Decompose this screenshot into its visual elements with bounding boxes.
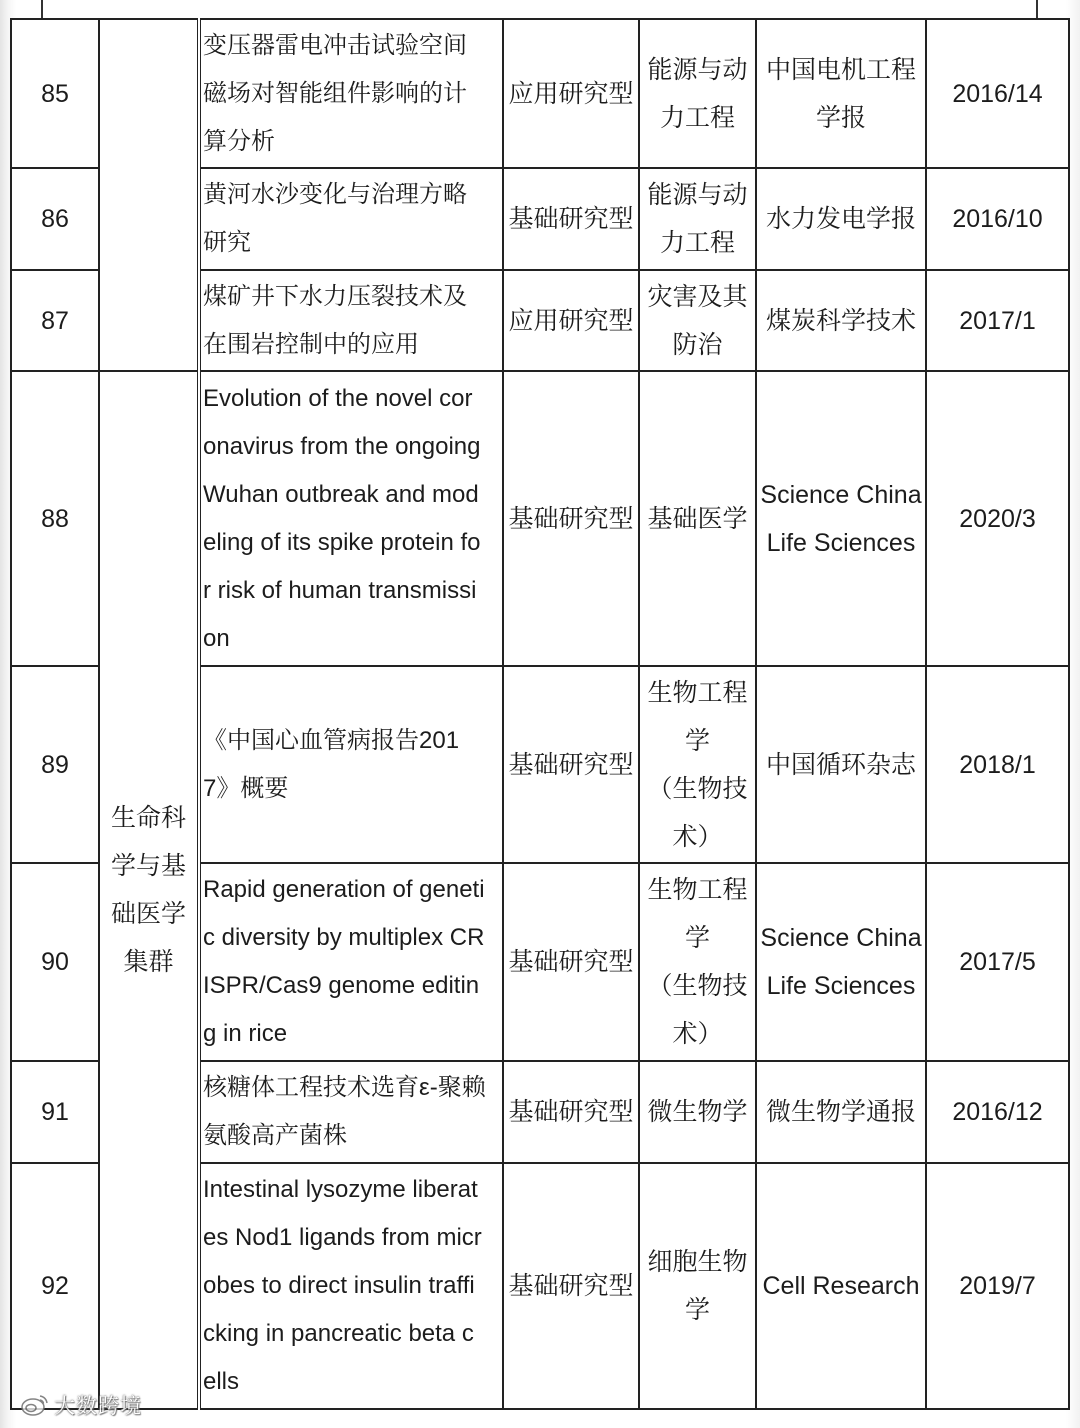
journal-line: 中国循环杂志 (765, 750, 916, 779)
paper-title-line: Intestinal lysozyme liberat (203, 1176, 478, 1203)
paper-title-cell (199, 1061, 503, 1163)
publish-date-cell (926, 19, 1069, 168)
paper-title-line: obes to direct insulin traffi (203, 1272, 475, 1299)
paper-title-cell (199, 168, 503, 270)
journal-cell (756, 666, 926, 863)
paper-title-line: 算分析 (203, 127, 275, 155)
paper-title-line: 7》概要 (203, 774, 289, 802)
watermark-text: 大数跨境 (54, 1395, 142, 1418)
paper-title-cell (199, 19, 503, 168)
paper-title-cell (199, 863, 503, 1061)
row-number: 91 (41, 1098, 69, 1126)
paper-title-cell (199, 666, 503, 863)
paper-title-line: 氨酸高产菌株 (203, 1122, 347, 1149)
cluster-label-line: 学与基 (110, 852, 186, 880)
paper-title-line: 煤矿井下水力压裂技术及 (203, 282, 467, 310)
paper-title-line: Wuhan outbreak and mod (203, 480, 479, 508)
discipline-line: 力工程 (659, 103, 735, 132)
publish-date: 2017/1 (959, 306, 1036, 335)
cluster-label-line: 集群 (123, 948, 174, 976)
discipline-line: （生物技 (647, 972, 748, 1000)
research-type-cell (503, 1163, 639, 1409)
watermark-logo-icon (20, 1393, 50, 1422)
discipline-line: 灾害及其 (647, 282, 748, 311)
publish-date-cell (926, 168, 1069, 270)
discipline-line: 学 (684, 726, 710, 755)
journal-line: 煤炭科学技术 (765, 306, 916, 335)
paper-title-line: eling of its spike protein fo (203, 528, 481, 556)
paper-title-line: g in rice (203, 1020, 288, 1047)
discipline-line: （生物技 (647, 774, 748, 803)
journal-cell (756, 1163, 926, 1409)
research-type: 应用研究型 (508, 306, 634, 335)
row-number: 89 (41, 750, 69, 779)
publish-date: 2018/1 (959, 750, 1036, 779)
paper-title-line: onavirus from the ongoing (203, 432, 481, 460)
research-type: 基础研究型 (508, 1098, 634, 1126)
publish-date: 2016/10 (952, 205, 1043, 233)
research-type-cell (503, 863, 639, 1061)
row-number-cell (11, 863, 99, 1061)
row-number-cell (11, 1061, 99, 1163)
paper-title-line: r risk of human transmissi (203, 576, 477, 604)
research-type-cell (503, 666, 639, 863)
journal-line: 水力发电学报 (765, 205, 916, 233)
research-type-cell (503, 168, 639, 270)
paper-title-line: 《中国心血管病报告201 (203, 726, 460, 754)
cluster-label-line: 生命科 (110, 804, 186, 832)
publish-date-cell (926, 1163, 1069, 1409)
table-row (11, 19, 1069, 168)
publish-date-cell (926, 863, 1069, 1061)
table-row (11, 371, 1069, 666)
research-type: 基础研究型 (508, 205, 634, 233)
publish-date: 2016/14 (952, 79, 1043, 108)
publish-date: 2020/3 (959, 504, 1036, 533)
discipline-cell (639, 371, 756, 666)
journal-cell (756, 1061, 926, 1163)
publish-date-cell (926, 666, 1069, 863)
previous-page-frame-line-right (1036, 0, 1038, 18)
publish-date: 2017/5 (959, 948, 1036, 976)
watermark (20, 1394, 142, 1420)
paper-title-line: cking in pancreatic beta c (203, 1320, 474, 1347)
discipline-line: 力工程 (659, 229, 735, 257)
paper-title-line: Rapid generation of geneti (203, 876, 485, 903)
paper-title-cell (199, 371, 503, 666)
discipline-cell (639, 863, 756, 1061)
row-number: 86 (41, 205, 69, 233)
paper-title-line: ISPR/Cas9 genome editin (203, 972, 480, 999)
discipline-line: 能源与动 (647, 181, 748, 209)
paper-title-line: 在围岩控制中的应用 (203, 330, 419, 358)
journal-cell (756, 371, 926, 666)
journal-line: Life Sciences (766, 972, 916, 1000)
discipline-line: 学 (684, 924, 710, 952)
paper-title-line: 研究 (203, 229, 251, 256)
cluster-cell (99, 19, 199, 371)
paper-list-table (10, 18, 1070, 1410)
cluster-label-line: 础医学 (110, 900, 186, 928)
row-number: 88 (41, 504, 69, 533)
row-number: 87 (41, 306, 69, 335)
paper-title-line: on (203, 624, 230, 652)
publish-date: 2019/7 (959, 1272, 1036, 1300)
paper-title-line: es Nod1 ligands from micr (203, 1224, 482, 1251)
discipline-line: 细胞生物 (647, 1248, 748, 1276)
discipline-line: 生物工程 (647, 876, 748, 904)
row-number-cell (11, 168, 99, 270)
journal-line: 学报 (815, 103, 866, 132)
discipline-cell (639, 1163, 756, 1409)
row-number-cell (11, 666, 99, 863)
paper-title-line: 核糖体工程技术选育ε-聚赖 (203, 1074, 486, 1101)
row-number: 92 (41, 1272, 69, 1300)
row-number: 85 (41, 79, 69, 108)
discipline-line: 基础医学 (647, 504, 748, 533)
research-type-cell (503, 1061, 639, 1163)
research-type-cell (503, 371, 639, 666)
discipline-cell (639, 168, 756, 270)
journal-line: Cell Research (762, 1272, 920, 1300)
cluster-cell (99, 371, 199, 1409)
row-number-cell (11, 19, 99, 168)
journal-line: Science China (760, 924, 922, 952)
publish-date-cell (926, 1061, 1069, 1163)
journal-line: 中国电机工程 (765, 55, 916, 84)
discipline-line: 防治 (672, 330, 723, 359)
publish-date-cell (926, 371, 1069, 666)
discipline-cell (639, 19, 756, 168)
paper-title-line: Evolution of the novel cor (203, 384, 473, 412)
journal-cell (756, 270, 926, 371)
paper-title-line: 黄河水沙变化与治理方略 (203, 181, 467, 208)
discipline-cell (639, 270, 756, 371)
publish-date: 2016/12 (952, 1098, 1043, 1126)
row-number-cell (11, 270, 99, 371)
discipline-line: 生物工程 (647, 678, 748, 707)
previous-page-frame-line-left (41, 0, 43, 18)
discipline-cell (639, 1061, 756, 1163)
research-type: 基础研究型 (508, 948, 634, 976)
research-type: 应用研究型 (508, 79, 634, 108)
journal-line: Science China (760, 480, 922, 509)
row-number-cell (11, 1163, 99, 1409)
paper-title-line: c diversity by multiplex CR (203, 924, 485, 951)
research-type-cell (503, 270, 639, 371)
journal-line: Life Sciences (766, 528, 916, 557)
paper-title-line: 磁场对智能组件影响的计 (203, 79, 467, 107)
research-type-cell (503, 19, 639, 168)
paper-title-cell (199, 1163, 503, 1409)
row-number-cell (11, 371, 99, 666)
paper-list-body (11, 19, 1069, 1409)
research-type: 基础研究型 (508, 1272, 634, 1300)
discipline-line: 术） (672, 1020, 723, 1048)
journal-line: 微生物学通报 (765, 1098, 916, 1126)
paper-title-line: 变压器雷电冲击试验空间 (203, 31, 467, 59)
discipline-line: 微生物学 (647, 1098, 748, 1126)
journal-cell (756, 19, 926, 168)
paper-title-cell (199, 270, 503, 371)
discipline-cell (639, 666, 756, 863)
publish-date-cell (926, 270, 1069, 371)
discipline-line: 学 (684, 1296, 710, 1324)
journal-cell (756, 863, 926, 1061)
row-number: 90 (41, 948, 69, 976)
paper-title-line: ells (203, 1368, 240, 1395)
discipline-line: 能源与动 (647, 55, 748, 84)
discipline-line: 术） (672, 822, 723, 851)
research-type: 基础研究型 (508, 750, 634, 779)
research-type: 基础研究型 (508, 504, 634, 533)
journal-cell (756, 168, 926, 270)
